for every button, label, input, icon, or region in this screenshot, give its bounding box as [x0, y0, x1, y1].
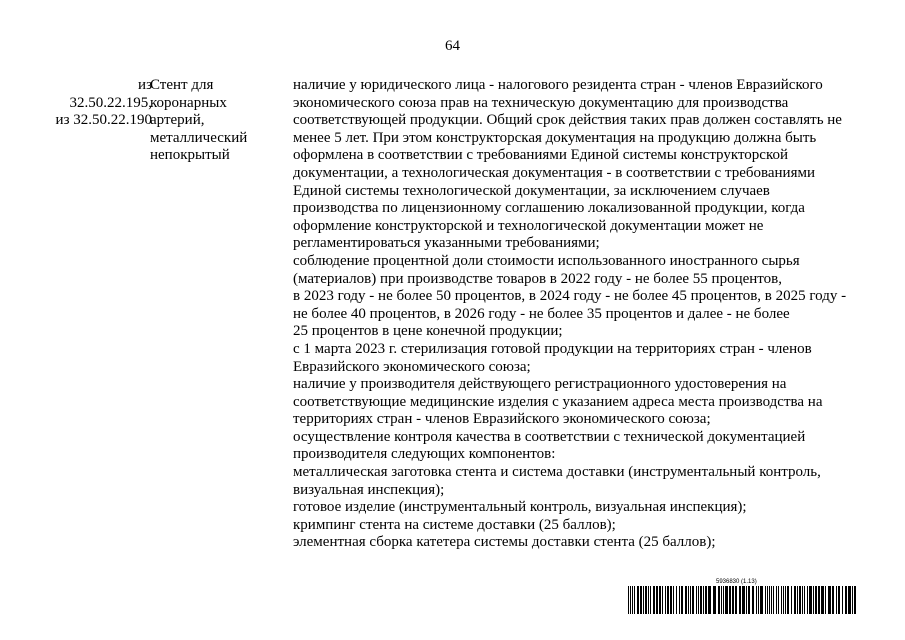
requirements-text — [293, 77, 865, 552]
product-name-line: металлический — [150, 129, 248, 146]
requirement-line: Евразийского экономического союза; — [293, 358, 531, 375]
code-line: 32.50.22.195, — [69, 94, 152, 111]
page-number: 64 — [445, 38, 460, 54]
requirement-line: соблюдение процентной доли стоимости использованного иностранного сырья — [293, 252, 800, 269]
product-name-line: Стент для — [150, 77, 214, 93]
product-name — [150, 77, 270, 165]
requirement-line: осуществление контроля качества в соответствии с технической документацией — [293, 428, 806, 445]
requirement-line: соответствующие медицинские изделия с указанием адреса места производства на — [293, 393, 823, 410]
code-line: из 32.50.22.190 — [55, 112, 152, 129]
requirement-line: с 1 марта 2023 г. стерилизация готовой продукции на территориях стран - членов — [293, 340, 812, 357]
requirement-line: оформлена в соответствии с требованиями Единой системы конструкторской — [293, 147, 789, 164]
requirement-line: территориях стран - членов Евразийского экономического союза; — [293, 411, 711, 428]
requirement-line: наличие у юридического лица - налогового резидента стран - членов Евразийского — [293, 77, 823, 93]
requirement-line: готовое изделие (инструментальный контроль, визуальная инспекция); — [293, 499, 747, 516]
requirement-line: производства по лицензионному соглашению локализованной продукции, когда — [293, 200, 805, 217]
requirement-line: оформление конструкторской и технологической документации может не — [293, 217, 764, 234]
product-name-line: артерий, — [150, 112, 205, 129]
requirement-line: менее 5 лет. При этом конструкторская документация на продукцию должна быть — [293, 129, 817, 146]
requirement-line: экономического союза прав на техническую документацию для производства — [293, 94, 789, 111]
product-name-line: коронарных — [150, 94, 227, 111]
requirement-line: кримпинг стента на системе доставки (25 баллов); — [293, 516, 616, 533]
requirement-line: (материалов) при производстве товаров в 2022 году - не более 55 процентов, — [293, 270, 782, 287]
requirement-line: визуальная инспекция); — [293, 481, 445, 498]
barcode-icon — [628, 586, 858, 614]
requirement-line: регламентироваться указанными требованиями; — [293, 235, 600, 252]
requirement-line: металлическая заготовка стента и система доставки (инструментальный контроль, — [293, 464, 821, 481]
requirement-line: в 2023 году - не более 50 процентов, в 2024 году - не более 45 процентов, в 2025 году - — [293, 288, 847, 305]
product-name-line: непокрытый — [150, 147, 230, 164]
requirement-line: наличие у производителя действующего регистрационного удостоверения на — [293, 376, 787, 393]
requirement-line: не более 40 процентов, в 2026 году - не более 35 процентов и далее - не более — [293, 305, 790, 322]
requirement-line: 25 процентов в цене конечной продукции; — [293, 323, 563, 340]
code-line: из — [138, 77, 152, 93]
classification-codes — [40, 77, 152, 130]
requirement-line: производителя следующих компонентов: — [293, 446, 556, 463]
document-stamp: 5936830 (1.13) — [716, 579, 757, 585]
requirement-line: элементная сборка катетера системы доставки стента (25 баллов); — [293, 534, 716, 551]
requirement-line: соответствующей продукции. Общий срок действия таких прав должен составлять не — [293, 112, 842, 129]
requirement-line: Единой системы технологической документации, за исключением случаев — [293, 182, 770, 199]
requirement-line: документации, а технологическая документация - в соответствии с требованиями — [293, 164, 816, 181]
